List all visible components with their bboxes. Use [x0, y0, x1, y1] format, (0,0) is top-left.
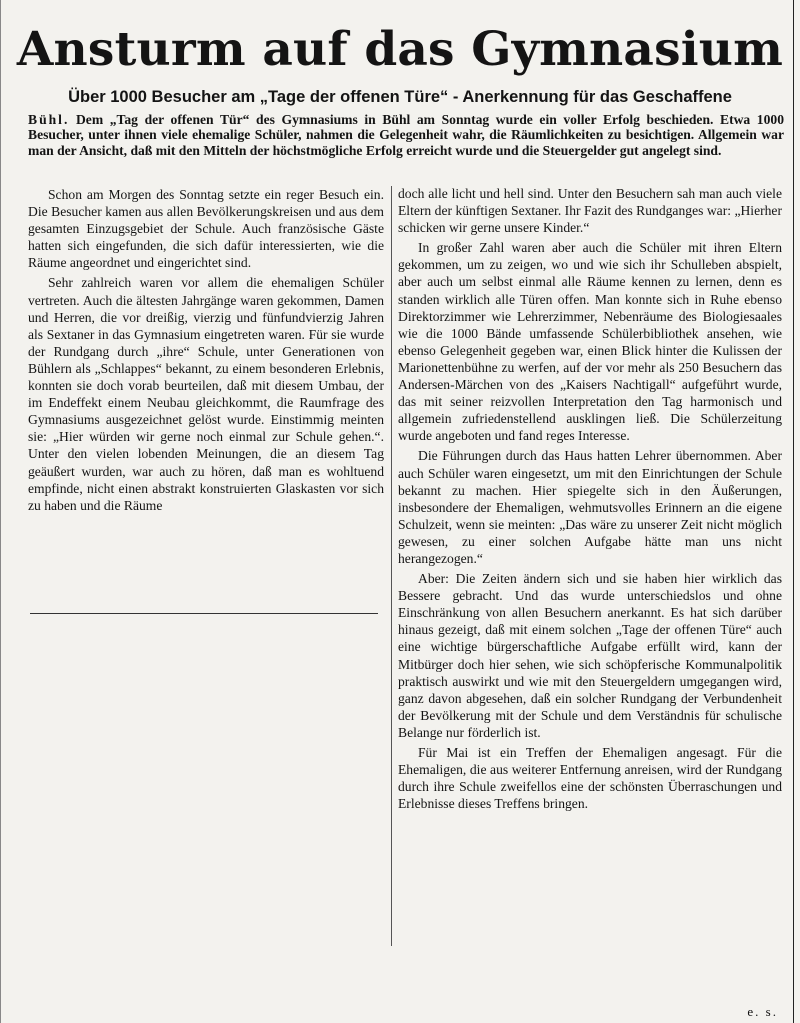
column-end-rule: [30, 613, 378, 614]
right-column: [398, 185, 782, 812]
dateline: Bühl.: [28, 112, 70, 127]
page-edge-left: [0, 0, 1, 1023]
headline: Ansturm auf das Gymnasium: [16, 22, 784, 77]
body-paragraph: In großer Zahl waren aber auch die Schüler mit ihren Eltern gekommen, um zu zeigen, wo und wie sich ihr Schulleben abspielt, aber auch um selbst einmal alle Räume kennen zu lernen, denn es standen wirklich alle Türen offen. Man konnte sich in Ruhe ebenso Direktorzimmer wie Lehrerzimmer, Nebenräume des Biologiesaales wie die 1000 Bände umfassende Schülerbibliothek ansehen, wie ebenso Gelegenheit gegeben war, einen Blick hinter die Kulissen der Marionettenbühne zu werfen, auf der vor mehr als 250 Besuchern das Andersen-Märchen von des „Kaisers Nachtigall“ aufgeführt wurde, das mit seiner reizvollen Interpretation den Tag harmonisch und allgemein zufriedenstellend ausklingen ließ. Die Schülerzeitung wurde angeboten und fand reges Interesse.: [398, 240, 782, 444]
body-paragraph: Aber: Die Zeiten ändern sich und sie haben hier wirklich das Bessere gebracht. Und das wurde unterschiedslos und ohne Einschränkung von allen Besuchern anerkannt. Es hat sich darüber hinaus gezeigt, daß mit einem solchen „Tage der offenen Türe“ auch eine wichtige bürgerschaftliche Aufgabe erfüllt wird, kann der Mitbürger doch hier sehen, wie sich schöpferische Kommunalpolitik praktisch auswirkt und wie mit den Steuergeldern umgegangen wird, ganz davon abgesehen, daß ein solcher Rundgang der Verbundenheit der Bevölkerung mit der Schule und dem Verständnis für schulische Belange nur förderlich ist.: [398, 571, 782, 740]
body-paragraph: Die Führungen durch das Haus hatten Lehrer übernommen. Aber auch Schüler waren eingesetzt, um mit den Einrichtungen der Schule bekannt zu machen. Hier spiegelte sich in den Äußerungen, insbesondere der Ehemaligen, wehmutsvolles Erinnern an die eigene Schulzeit, wenn sie meinten: „Das wäre zu unserer Zeit nicht möglich gewesen, zu einer solchen Aufgabe hätte man uns nicht herangezogen.“: [398, 448, 782, 566]
body-paragraph: Sehr zahlreich waren vor allem die ehemaligen Schüler vertreten. Auch die ältesten Jahrgänge waren gekommen, Damen und Herren, die vor dreißig, vierzig und fünfundvierzig Jahren als Sextaner in das Gymnasium eingetreten waren. Für sie wurde der Rundgang durch „ihre“ Schule, unter Generationen von Bühlern als „Schlappes“ bekannt, zu einem besonderen Erlebnis, konnten sie doch vorab beurteilen, daß mit diesem Umbau, der im Endeffekt einem Neubau gleichkommt, die Raumfrage des Gymnasiums ausgezeichnet gelöst wurde. Einstimmig meinten sie: „Hier würden wir gerne noch einmal zur Schule gehen.“. Unter den vielen lobenden Meinungen, die an diesem Tag geäußert wurden, war auch zu hören, daß man es wohltuend empfinde, nicht einen abstrakt konstruierten Glaskasten vor sich zu haben und die Räume: [28, 275, 384, 513]
body-paragraph: Für Mai ist ein Treffen der Ehemaligen angesagt. Für die Ehemaligen, die aus weiterer Entfernung anreisen, wird der Rundgang durch ihre Schule zweifellos eine der schönsten Überraschungen und Erlebnisse dieses Treffens bringen.: [398, 745, 782, 812]
left-column: [28, 186, 384, 514]
lead-paragraph: [28, 112, 784, 158]
body-paragraph: Schon am Morgen des Sonntag setzte ein reger Besuch ein. Die Besucher kamen aus allen Bevölkerungskreisen und aus dem gesamten Einzugsgebiet der Schule. Auch französische Gäste hatten sich eingefunden, die sich dafür interessierten, wie die Räume angeordnet und eingerichtet sind.: [28, 187, 384, 271]
page-edge-right: [793, 0, 794, 1023]
body-paragraph-continued: doch alle licht und hell sind. Unter den Besuchern sah man auch viele Eltern der künftigen Sextaner. Ihr Fazit des Rundganges war: „Hierher schicken wir gerne unsere Kinder.“: [398, 186, 782, 236]
subtitle: Über 1000 Besucher am „Tage der offenen Türe“ - Anerkennung für das Geschaffene: [68, 88, 732, 106]
author-signature: e. s.: [747, 1004, 778, 1019]
lead-text: Dem „Tag der offenen Tür“ des Gymnasiums in Bühl am Sonntag wurde ein voller Erfolg beschieden. Etwa 1000 Besucher, unter ihnen viele ehemalige Schüler, nahmen die Gelegenheit wahr, die Räumlichkeiten zu besichtigen. Allgemein war man der Ansicht, daß mit den Mitteln der höchstmögliche Erfolg erreicht wurde und die Steuergelder gut angelegt sind.: [28, 112, 784, 158]
column-divider: [391, 186, 392, 946]
